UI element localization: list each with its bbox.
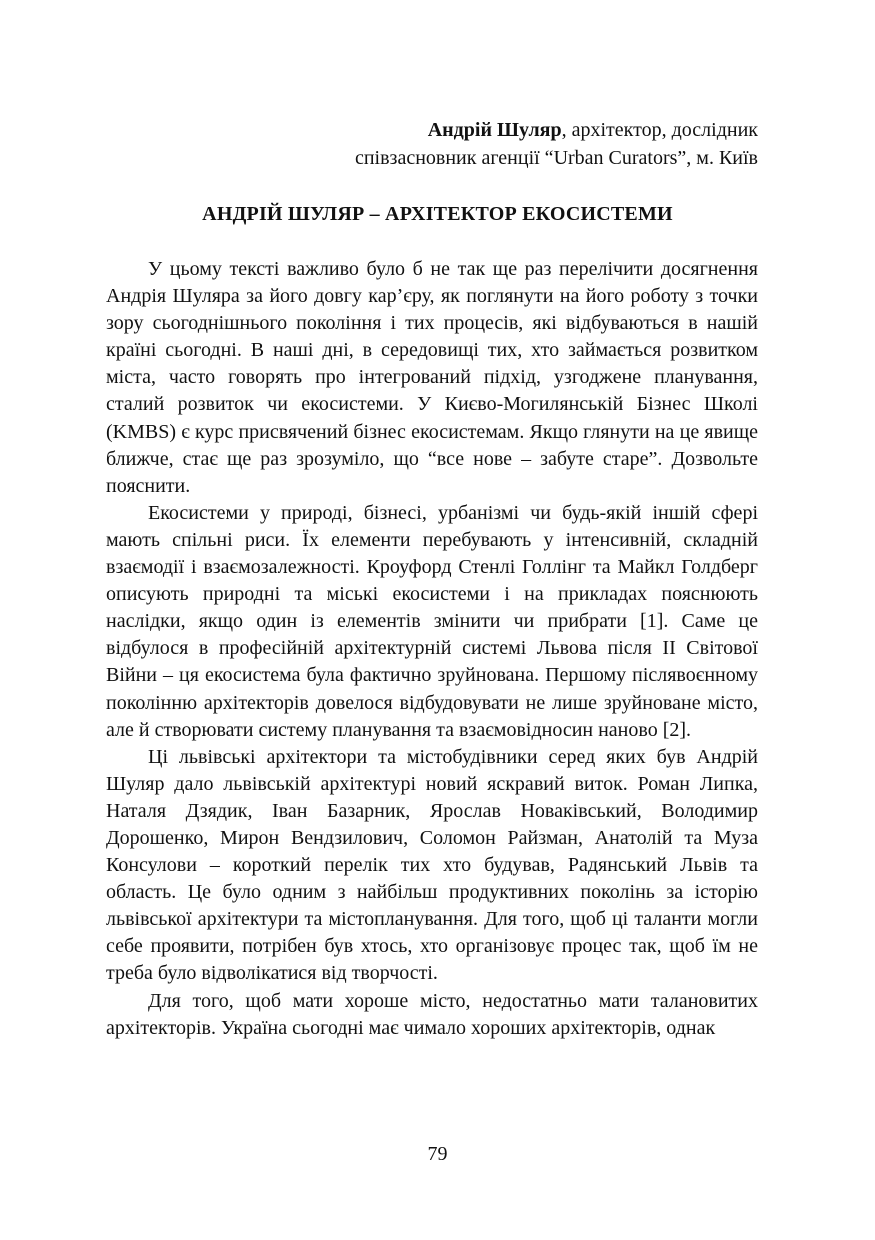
article-body	[106, 256, 758, 1042]
author-role: , архітектор, дослідник	[561, 119, 758, 141]
author-block	[355, 116, 758, 172]
author-affiliation: співзасновник агенції “Urban Curators”, м. Київ	[354, 147, 758, 169]
paragraph-4: Для того, щоб мати хороше місто, недостатньо мати талановитих архітекторів. Україна сьогодні має чимало хороших архітекторів, однак	[106, 989, 758, 1039]
article-title: АНДРІЙ ШУЛЯР – АРХІТЕКТОР ЕКОСИСТЕМИ	[202, 203, 673, 225]
author-line	[355, 116, 758, 144]
paragraph-3: Ці львівські архітектори та містобудівники серед яких був Андрій Шуляр дало львівській архітектурі новий яскравий виток. Роман Липка, Наталя Дзядик, Іван Базарник, Ярослав Новаківський, Володимир Дорошенко, Мирон Вендзилович, Соломон Райзман, Анатолій та Муза Консулови – короткий перелік тих хто будував, Радянський Львів та область. Це було одним з найбільш продуктивних поколінь за історію львівської архітектури та містопланування. Для того, щоб ці таланти могли себе проявити, потрібен був хтось, хто організовує процес так, щоб їм не треба було відволікатися від творчості.	[106, 745, 758, 985]
paragraph-2: Екосистеми у природі, бізнесі, урбанізмі чи будь-якій іншій сфері мають спільні риси. Їх елементи перебувають у інтенсивній, складній взаємодії і взаємозалежності. Кроуфорд Стенлі Голлінг та Майкл Голдберг описують природні та міські екосистеми і на прикладах пояснюють наслідки, якщо один із елементів змінити чи прибрати [1]. Саме це відбулося в професійній архітектурній системі Львова після ІІ Світової Війни – ця екосистема була фактично зруйнована. Першому післявоєнному поколінню архітекторів довелося відбудовувати не лише зруйноване місто, але й створювати систему планування та взаємовідносин наново [2].	[106, 501, 758, 741]
page-number: 79	[427, 1143, 448, 1165]
author-name: Андрій Шуляр	[427, 119, 562, 141]
paragraph-1: У цьому тексті важливо було б не так ще раз перелічити досягнення Андрія Шуляра за його довгу кар’єру, як поглянути на його роботу з точки зору сьогоднішнього покоління і тих процесів, які відбуваються в нашій країні сьогодні. В наші дні, в середовищі тих, хто займається розвитком міста, часто говорять про інтегрований підхід, узгоджене планування, сталий розвиток чи екосистеми. У Києво-Могилянській Бізнес Школі (KMBS) є курс присвячений бізнес екосистемам. Якщо глянути на це явище ближче, стає ще раз зрозуміло, що “все нове – забуте старе”. Дозвольте пояснити.	[106, 258, 758, 497]
